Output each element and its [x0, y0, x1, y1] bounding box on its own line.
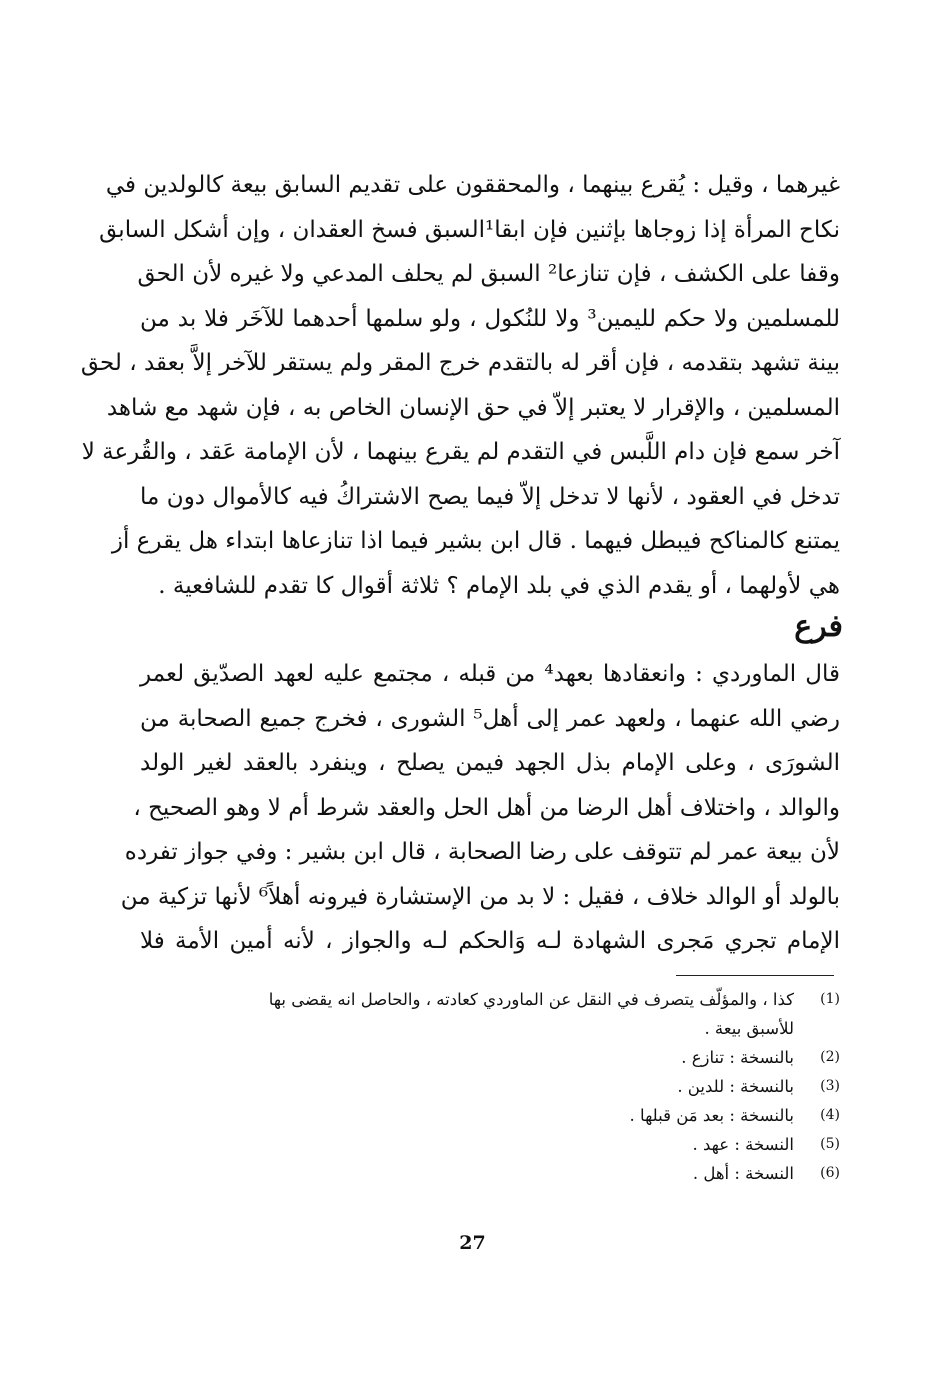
paragraph-2 — [120, 652, 840, 964]
text-line: آخر سمع فإن دام اللَّبس في التقدم لم يقرع بينهما ، لأن الإمامة عَقد ، والقُرعة لا — [81, 439, 840, 465]
footnote-3 — [160, 1072, 840, 1101]
text-line: تدخل في العقود ، لأنها لا تدخل إلاّ فيما يصح الاشتراكُ فيه كالأموال دون ما — [140, 483, 840, 510]
text-line: رضي الله عنهما ، ولعهد عمر إلى أهل⁵ الشورى ، فخرج جميع الصحابة من — [140, 705, 840, 732]
text-line: غيرهما ، وقيل : يُقرع بينهما ، والمحققون على تقديم السابق بيعة كالولدين في — [105, 172, 840, 198]
footnote-number: (6) — [820, 1165, 840, 1181]
footnote-4 — [160, 1101, 840, 1130]
footnote-2 — [160, 1043, 840, 1072]
footnote-text: بالنسخة : بعد مَن قبلها . — [629, 1106, 794, 1125]
section-heading: فرع — [794, 609, 843, 644]
text-line: نكاح المرأة إذا زوجاها بإثنين فإن ابقا¹السبق فسخ العقدان ، وإن أشكل السابق — [99, 216, 840, 243]
footnote-line: كذا ، والمؤلّف يتصرف في النقل عن الماوردي كعادته ، والحاصل انه يقضى بها — [268, 990, 794, 1009]
footnote-line: للأسبق بيعة . — [704, 1019, 794, 1038]
footnote-number: (2) — [820, 1049, 840, 1065]
text-line: للمسلمين ولا حكم لليمين³ ولا للنُكول ، ولو سلمها أحدهما للآخَر فلا بد من — [140, 305, 840, 332]
footnotes-list — [160, 985, 840, 1188]
footnote-5 — [160, 1130, 840, 1159]
footnote-text: بالنسخة : تنازع . — [681, 1048, 794, 1067]
footnote-number: (5) — [820, 1136, 840, 1152]
footnote-text: النسخة : أهل . — [692, 1164, 794, 1183]
footnote-text — [160, 985, 794, 1043]
footnote-6 — [160, 1159, 840, 1188]
text-line: الشورَى ، وعلى الإمام بذل الجهد فيمن يصلح ، وينفرد بالعقد لغير الولد — [140, 750, 840, 776]
footnote-number: (1) — [820, 991, 840, 1007]
footnote-1 — [160, 985, 840, 1043]
text-line: يمتنع كالمناكح فيبطل فيهما . قال ابن بشير فيما اذا تنازعاها ابتداء هل يقرع أز — [111, 528, 840, 554]
footnote-number: (3) — [820, 1078, 840, 1094]
text-line: بالولد أو الوالد خلاف ، فقيل : لا بد من الإستشارة فيرونه أهلاً⁶ لأنها تزكية من — [120, 883, 840, 910]
footnote-text: بالنسخة : للدين . — [677, 1077, 794, 1096]
footnote-number: (4) — [820, 1107, 840, 1123]
text-line: قال الماوردي : وانعقادها بعهد⁴ من قبله ، مجتمع عليه لعهد الصدّيق لعمر — [140, 661, 840, 687]
page-number: 27 — [459, 1232, 486, 1254]
text-line: والوالد ، واختلاف أهل الرضا من أهل الحل والعقد شرط أم لا وهو الصحيح ، — [133, 794, 840, 821]
text-line: المسلمين ، والإقرار لا يعتبر إلاّ في حق الإنسان الخاص به ، فإن شهد مع شاهد — [106, 394, 840, 421]
paragraph-1 — [80, 163, 840, 608]
text-line: لأن بيعة عمر لم تتوقف على رضا الصحابة ، قال ابن بشير : وفي جواز تفرده — [124, 839, 840, 865]
text-line: وقفا على الكشف ، فإن تنازعا² السبق لم يحلف المدعي ولا غيره لأن الحق — [137, 261, 840, 287]
text-line: الإمام تجري مَجرى الشهادة لـه وَالحكم لـه والجواز ، لأنه أمين الأمة فلا — [140, 928, 840, 954]
text-line: هي لأولهما ، أو يقدم الذي في بلد الإمام ؟ ثلاثة أقوال كا تقدم للشافعية . — [158, 572, 840, 599]
footnote-text: النسخة : عهد . — [692, 1135, 794, 1154]
footnote-separator — [676, 975, 834, 976]
text-line: بينة تشهد بتقدمه ، فإن أقر له بالتقدم خرج المقر ولم يستقر للآخر إلاَّ بعقد ، لحق — [80, 350, 840, 376]
